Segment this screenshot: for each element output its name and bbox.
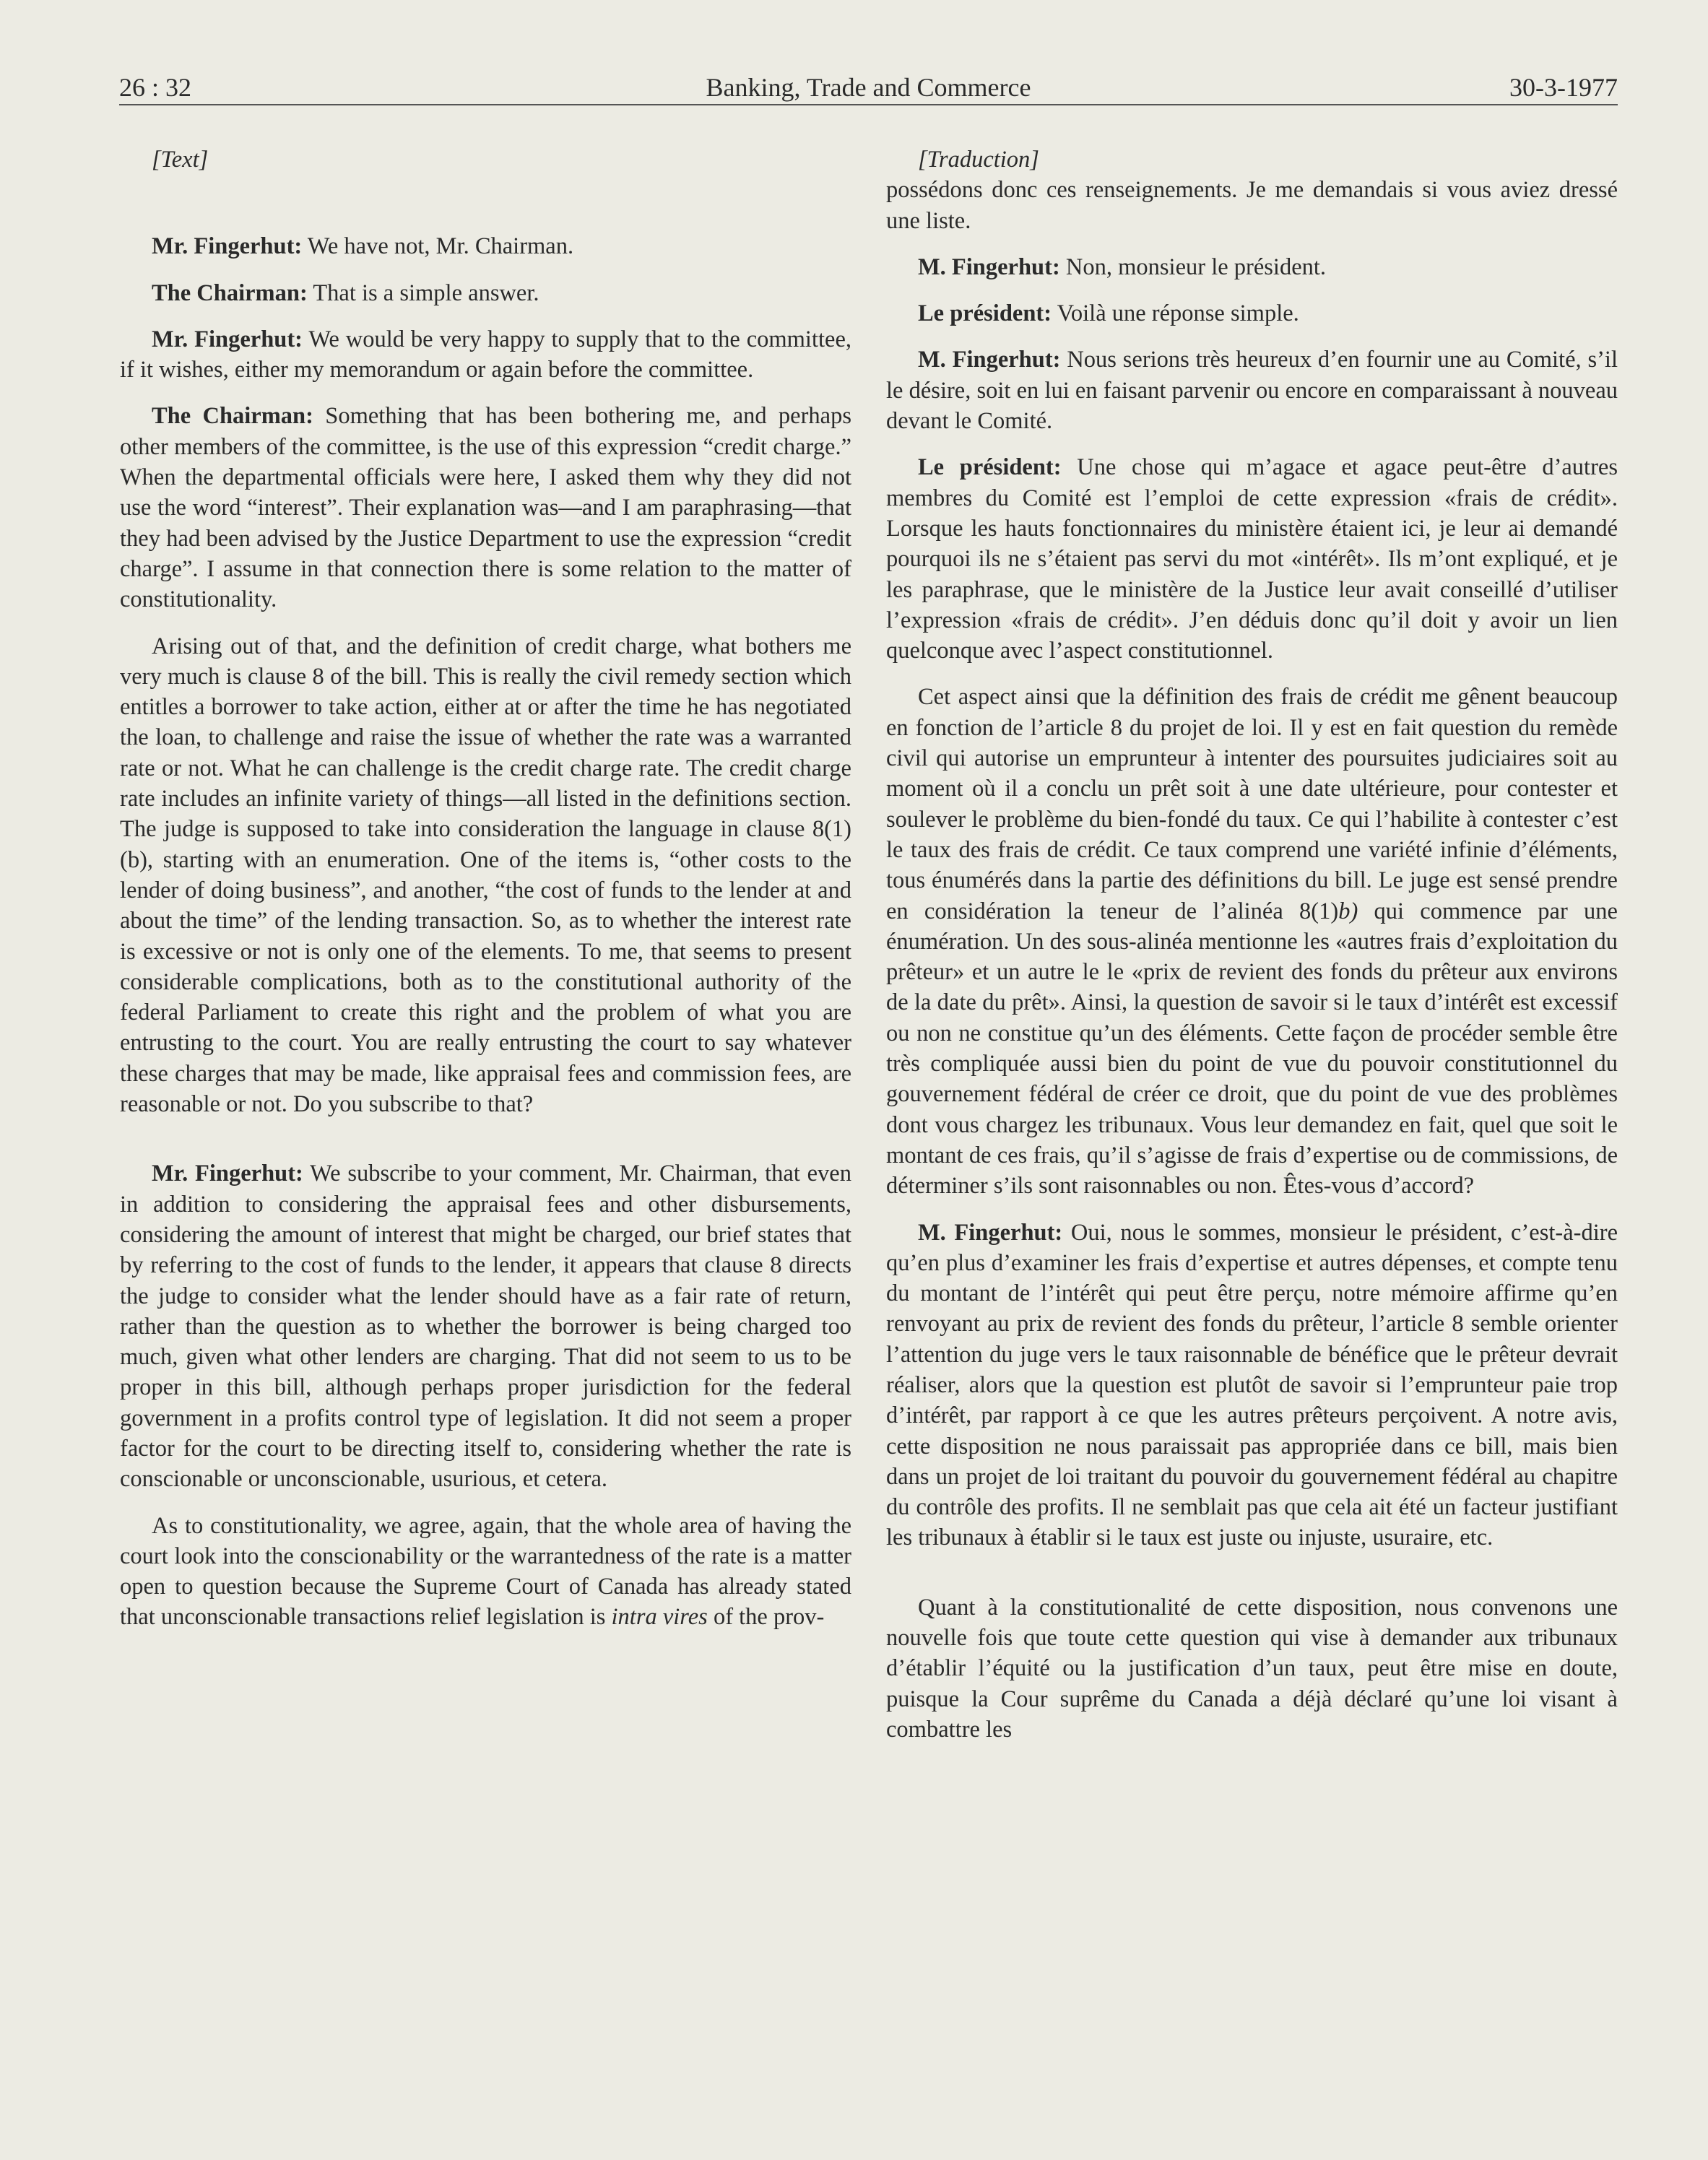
- speaker-label: Mr. Fingerhut:: [152, 1161, 303, 1187]
- paragraph: [886, 252, 1618, 282]
- page-number: 26 : 32: [119, 73, 192, 102]
- paragraph-text: Nous serions très heureux d’en fournir une au Comité, s’il le désire, soit en lui en faisant parvenir ou encore en comparaissant à nouveau devant le Comité.: [886, 347, 1618, 435]
- speaker-label: The Chairman:: [152, 279, 308, 306]
- paragraph-text-tail: qui commence par une énumération. Un des sous-alinéa mentionne les «autres frais d’exploitation du prêteur» et un autre le le «prix de revient des fonds du prêteur aux environs de la date du prêt». Ainsi, la question de savoir si le taux d’intérêt est excessif ou non ne constitue qu’un des éléments. Cette façon de procéder semble être très compliquée aussi bien du point de vue du pouvoir constitutionnel du gouvernement fédéral de créer ce droit, que du point de vue des problèmes dont vous chargez les tribunaux. Vous leur demandez en fait, quel que soit le montant de ces frais, qu’il s’agisse de frais d’expertise ou de commissions, de déterminer s’ils sont raisonnables ou non. Êtes-vous d’accord?: [886, 898, 1618, 1200]
- paragraph-text-tail: of the prov-: [707, 1604, 825, 1631]
- paragraph-text: Une chose qui m’agace et agace peut-être d’autres membres du Comité est l’emploi de cette expression «frais de crédit». Lorsque les hauts fonctionnaires du ministère étaient ici, je leur ai demandé pourquoi ils ne s’étaient pas servi du mot «intérêt». Ils m’ont expliqué, et je les paraphrase, que le ministère de la Justice leur avait conseillé d’utiliser l’expression «frais de crédit». J’en déduis donc qu’il doit y avoir un lien quelconque avec l’aspect constitutionnel.: [886, 454, 1618, 664]
- paragraph-text: Non, monsieur le président.: [1059, 253, 1327, 280]
- paragraph: [120, 278, 851, 308]
- french-column: [886, 144, 1618, 1745]
- paragraph: [120, 1511, 851, 1633]
- paragraph-text: We subscribe to your comment, Mr. Chairman, that even in addition to considering the appraisal fees and other disbursements, considering the amount of interest that might be charged, our brief states that by referring to the cost of funds to the lender, it appears that clause 8 directs the judge to consider what the lender should have as a fair rate of return, rather than the question as to whether the borrower is being charged too much, given what other lenders are charging. That did not seem to us to be proper in this bill, although perhaps proper jurisdiction for the federal government in a profits control type of legislation. It did not seem a proper factor for the court to be directing itself to, considering whether the rate is conscionable or unconscionable, usurious, et cetera.: [120, 1161, 851, 1493]
- paragraph-text: As to constitutionality, we agree, again, that the whole area of having the court look into the conscionability or the warrantedness of the rate is a matter open to question because the Supreme Court of Canada has already stated that unconscionable transactions relief legislation is: [120, 1512, 851, 1631]
- speaker-label: The Chairman:: [152, 403, 313, 430]
- paragraph-text: Oui, nous le sommes, monsieur le président, c’est-à-dire qu’en plus d’examiner les frais d’expertise et autres dépenses, et compte tenu du montant de l’intérêt qui peut être perçu, notre mémoire affirme qu’en renvoyant au prix de revient des fonds du prêteur, l’article 8 semble orienter l’attention du juge vers le taux raisonnable de bénéfice que le prêteur devrait réaliser, alors que la question est plutôt de savoir si l’emprunteur paie trop d’intérêt, par rapport à ce que les autres prêteurs perçoivent. A notre avis, cette disposition ne nous paraissait pas appropriée dans ce bill, mais bien dans un projet de loi traitant du pouvoir du gouvernement fédéral au chapitre du contrôle des profits. Il ne semblait pas que cela ait été un facteur justifiant les tribunaux à établir si le taux est juste ou injuste, usuraire, etc.: [886, 1219, 1618, 1551]
- speaker-label: Mr. Fingerhut:: [152, 233, 303, 260]
- paragraph-text: possédons donc ces renseignements. Je me demandais si vous aviez dressé une liste.: [886, 177, 1618, 234]
- speaker-label: Le président:: [918, 454, 1062, 481]
- translation-marker: [Traduction]: [918, 147, 1039, 173]
- paragraph-text: That is a simple answer.: [307, 279, 539, 306]
- paragraph: [886, 682, 1618, 1201]
- paragraph: [120, 324, 851, 386]
- paragraph: [886, 452, 1618, 666]
- speaker-label: M. Fingerhut:: [918, 253, 1060, 280]
- running-header: [119, 71, 1618, 105]
- paragraph-text: We would be very happy to supply that to the committee, if it wishes, either my memorandum or again before the committee.: [120, 326, 851, 383]
- paragraph-text: Quant à la constitutionalité de cette disposition, nous convenons une nouvelle fois que toute cette question qui vise à demander aux tribunaux d’établir l’équité ou la justification d’un taux, peut être mise en doute, puisque la Cour suprême du Canada a déjà déclaré qu’une loi visant à combattre les: [886, 1594, 1618, 1743]
- paragraph: [120, 1158, 851, 1494]
- paragraph: [120, 631, 851, 1120]
- speaker-label: Le président:: [918, 300, 1052, 327]
- paragraph: [886, 344, 1618, 436]
- paragraph: [886, 175, 1618, 236]
- speaker-label: M. Fingerhut:: [918, 347, 1061, 373]
- italic-term: intra vires: [611, 1604, 708, 1631]
- paragraph: [120, 231, 851, 261]
- speaker-label: M. Fingerhut:: [918, 1219, 1063, 1246]
- header-title: Banking, Trade and Commerce: [706, 73, 1031, 102]
- header-date: 30-3-1977: [1509, 73, 1618, 102]
- paragraph-text: Voilà une réponse simple.: [1052, 300, 1299, 327]
- paragraph: [886, 1592, 1618, 1745]
- paragraph-text: Cet aspect ainsi que la définition des frais de crédit me gênent beaucoup en fonction de l’article 8 du projet de loi. Il y est en fait question du remède civil qui autorise un emprunteur à intenter des poursuites judiciaires soit au moment où il a conclu un prêt soit à une date ultérieure, pour contester et soulever le problème du bien-fondé du taux. Ce qui l’habilite à contester c’est le taux des frais de crédit. Ce taux comprend une variété infinie d’éléments, tous énumérés dans la partie des définitions du bill. Le juge est sensé prendre en considération la teneur de l’alinéa 8(1): [886, 684, 1618, 924]
- paragraph: [886, 298, 1618, 329]
- speaker-label: Mr. Fingerhut:: [152, 326, 303, 352]
- paragraph: [886, 1218, 1618, 1553]
- paragraph-text: We have not, Mr. Chairman.: [302, 233, 574, 260]
- english-column: [120, 144, 851, 1633]
- paragraph-text: Arising out of that, and the definition of credit charge, what bothers me very much is clause 8 of the bill. This is really the civil remedy section which entitles a borrower to take action, either at or after the time he has negotiated the loan, to challenge and raise the issue of whether the rate was a warranted rate or not. What he can challenge is the credit charge rate. The credit charge rate includes an infinite variety of things—all listed in the definitions section. The judge is supposed to take into consideration the language in clause 8(1)(b), starting with an enumeration. One of the items is, “other costs to the lender of doing business”, and another, “the cost of funds to the lender at and about the time” of the lending transaction. So, as to whether the interest rate is excessive or not is only one of the elements. To me, that seems to present considerable complications, both as to the constitutional authority of the federal Parliament to create this right and the problem of what you are entrusting to the court. You are really entrusting the court to say whatever these charges that may be made, like appraisal fees and commission fees, are reasonable or not. Do you subscribe to that?: [120, 633, 851, 1118]
- italic-term: b): [1338, 898, 1358, 924]
- text-marker: [Text]: [152, 147, 209, 173]
- paragraph-text: Something that has been bothering me, and perhaps other members of the committee, is the use of this expression “credit charge.” When the departmental officials were here, I asked them why they did not use the word “interest”. Their explanation was—and I am paraphrasing—that they had been advised by the Justice Department to use the expression “credit charge”. I assume in that connection there is some relation to the matter of constitutionality.: [120, 403, 851, 613]
- paragraph: [120, 401, 851, 615]
